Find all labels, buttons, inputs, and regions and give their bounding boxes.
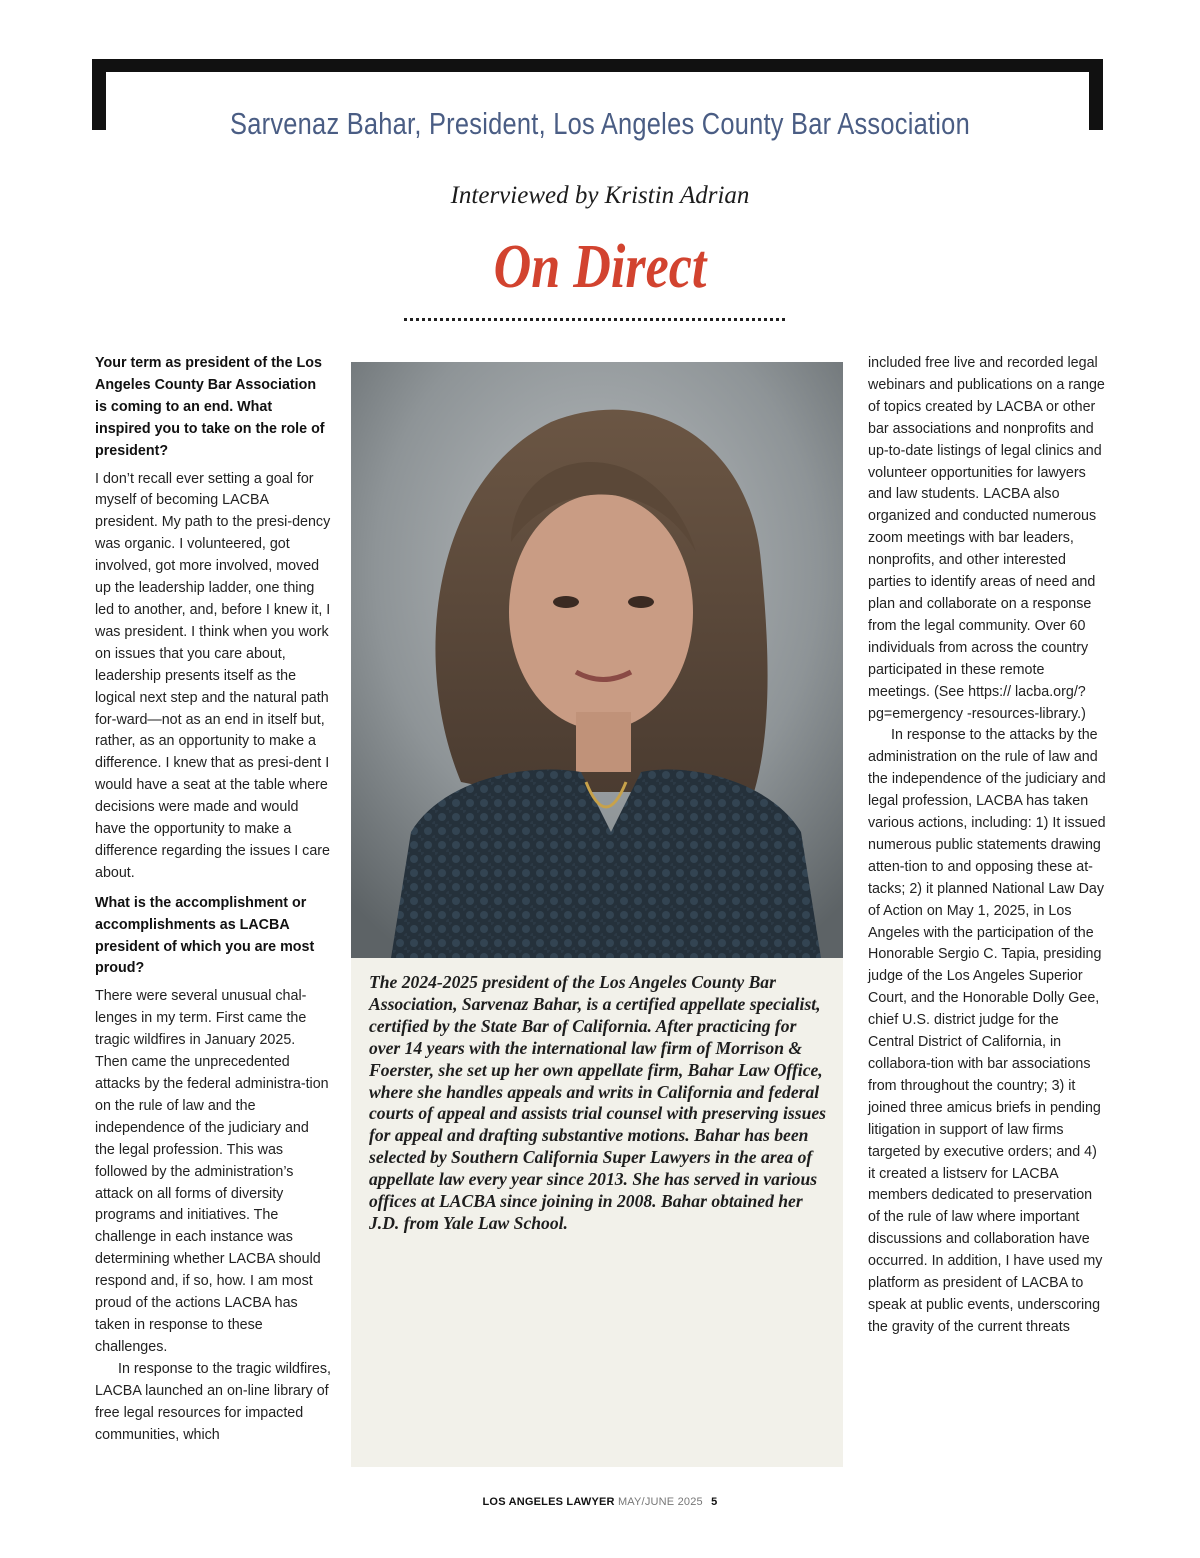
question-1: Your term as president of the Los Angeles County Bar Association is coming to an end. What inspired you to take on the role of president? — [95, 355, 325, 459]
section-title: On Direct — [493, 233, 707, 301]
right-frame-bar — [1089, 59, 1103, 130]
top-frame-bar — [92, 59, 1103, 72]
headline: Sarvenaz Bahar, President, Los Angeles County Bar Association — [230, 106, 970, 141]
footer-publication: LOS ANGELES LAWYER — [482, 1496, 615, 1508]
dotted-divider — [404, 318, 785, 321]
question-2: What is the accomplishment or accomplishments as LACBA president of which you are most proud? — [95, 894, 315, 977]
footer-page-number: 5 — [711, 1496, 718, 1508]
left-frame-bar — [92, 59, 106, 130]
portrait-photo — [351, 362, 843, 958]
answer-2-continued: In response to the tragic wildfires, LACBA launched an on-line library of free legal resources for impacted communities, which — [95, 1360, 331, 1443]
answer-2: There were several unusual chal-lenges in my term. First came the tragic wildfires in January 2025. Then came the unprecedented attacks by the federal administra-tion on the rule of law and the independence of the judiciary and the legal profession. This was followed by the administration’s attack on all forms of diversity programs and initiatives. The challenge in each instance was determining whether LACBA should respond and, if so, how. I am most proud of the actions LACBA has taken in response to these challenges. — [95, 988, 329, 1355]
photo-caption: The 2024-2025 president of the Los Angeles County Bar Association, Sarvenaz Bahar, is a certified appellate specialist, certified by the State Bar of California. After practicing for over 14 years with the international law firm of Morrison & Foerster, she set up her own appellate firm, Bahar Law Office, where she handles appeals and writs in California and federal courts of appeal and assists trial counsel with preserving issues for appeal and drafting substantive motions. Bahar has been selected by Southern California Super Lawyers in the area of appellate law every year since 2013. She has served in various offices at LACBA since joining in 2008. Bahar obtained her J.D. from Yale Law School. — [369, 972, 827, 1233]
right-column — [868, 353, 1106, 1339]
byline: Interviewed by Kristin Adrian — [450, 182, 750, 209]
left-column — [95, 353, 331, 1446]
caption-box — [351, 958, 843, 1467]
page-footer — [0, 1496, 1200, 1508]
answer-1: I don’t recall ever setting a goal for myself of becoming LACBA president. My path to the presi-dency was organic. I volunteered, got involved, got more involved, moved up the leadership ladder, one thing led to another, and, before I knew it, I was president. I think when you work on issues that you care about, leadership presents itself as the logical next step and the natural path for-ward—not as an end in itself but, rather, as an opportunity to make a difference. I knew that as presi-dent I would have a seat at the table where decisions were made and would have the opportunity to make a difference regarding the issues I care about. — [95, 470, 331, 881]
answer-2-paragraph-continued: included free live and recorded legal webinars and publications on a range of topics created by LACBA or other bar associations and nonprofits and up-to-date listings of legal clinics and volunteer opportunities for lawyers and law students. LACBA also organized and conducted numerous zoom meetings with bar leaders, nonprofits, and other interested parties to identify areas of need and plan and collaborate on a response from the legal community. Over 60 individuals from across the country participated in these remote meetings. (See https:// lacba.org/?pg=emergency -resources-library.) — [868, 355, 1105, 722]
answer-2-paragraph-actions: In response to the attacks by the administration on the rule of law and the independence of the judiciary and legal profession, LACBA has taken various actions, including: 1) It issued numerous public statements drawing atten-tion to and opposing these at-tacks; 2) it planned National Law Day of Action on May 1, 2025, in Los Angeles with the participation of the Honorable Sergio C. Tapia, presiding judge of the Los Angeles Superior Court, and the Honorable Dolly Gee, chief U.S. district judge for the Central District of California, in collabora-tion with bar associations from throughout the country; 3) it joined three amicus briefs in pending litigation in support of law firms targeted by executive orders; and 4) it created a listserv for LACBA members dedicated to preservation of the rule of law where important discussions and collaboration have occurred. In addition, I have used my platform as president of LACBA to speak at public events, underscoring the gravity of the current threats — [868, 727, 1106, 1335]
footer-issue: MAY/JUNE 2025 — [617, 1496, 703, 1508]
portrait-photo-icon — [351, 362, 843, 958]
